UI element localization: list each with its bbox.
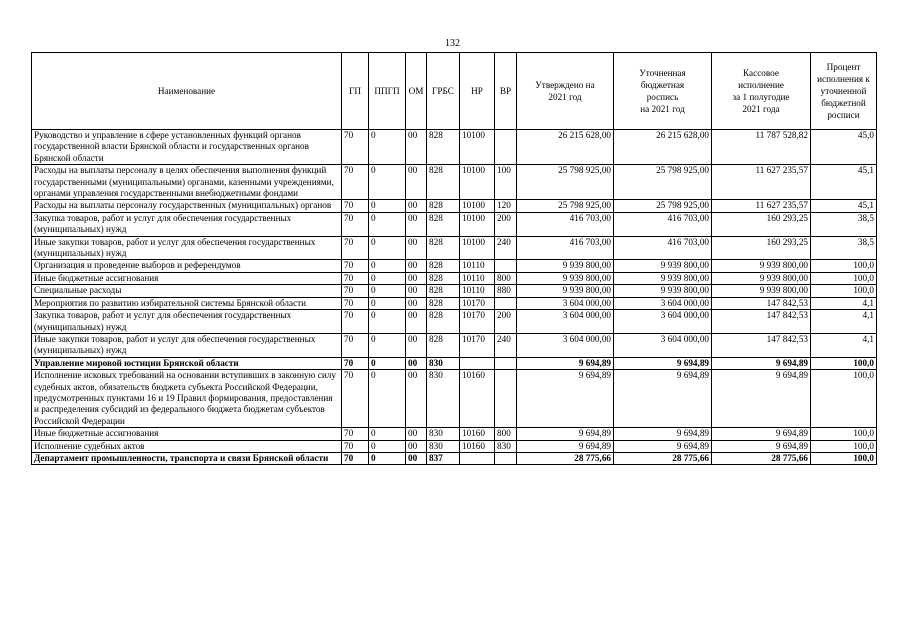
cell-name: Руководство и управление в сфере установленных функций органов государственной власти Брянской области и государственных органов Брянской области bbox=[32, 130, 342, 165]
cell-om: 00 bbox=[406, 310, 427, 334]
table-row bbox=[32, 200, 877, 212]
header-ppgp: ППГП bbox=[369, 53, 406, 130]
table-row bbox=[32, 310, 877, 334]
cell-percent: 45,1 bbox=[811, 165, 877, 200]
cell-updated: 9 694,89 bbox=[614, 428, 712, 440]
cell-name: Специальные расходы bbox=[32, 285, 342, 297]
cell-grbs: 830 bbox=[427, 440, 460, 452]
cell-approved: 3 604 000,00 bbox=[517, 333, 614, 357]
cell-ppgp: 0 bbox=[369, 285, 406, 297]
cell-grbs: 828 bbox=[427, 297, 460, 309]
cell-percent: 45,1 bbox=[811, 200, 877, 212]
cell-gp: 70 bbox=[342, 285, 369, 297]
cell-gp: 70 bbox=[342, 333, 369, 357]
cell-ppgp: 0 bbox=[369, 440, 406, 452]
table-row bbox=[32, 357, 877, 369]
cell-vr: 800 bbox=[495, 428, 517, 440]
cell-gp: 70 bbox=[342, 452, 369, 464]
cell-updated: 9 939 800,00 bbox=[614, 260, 712, 272]
cell-ppgp: 0 bbox=[369, 236, 406, 260]
cell-om: 00 bbox=[406, 200, 427, 212]
cell-ppgp: 0 bbox=[369, 310, 406, 334]
cell-cash: 11 787 528,82 bbox=[712, 130, 811, 165]
cell-grbs: 830 bbox=[427, 370, 460, 428]
cell-gp: 70 bbox=[342, 297, 369, 309]
header-approved: Утверждено на 2021 год bbox=[517, 53, 614, 130]
cell-om: 00 bbox=[406, 260, 427, 272]
header-updated: Уточненная бюджетная роспись на 2021 год bbox=[614, 53, 712, 130]
cell-vr bbox=[495, 357, 517, 369]
cell-vr: 240 bbox=[495, 333, 517, 357]
cell-gp: 70 bbox=[342, 236, 369, 260]
cell-np: 10110 bbox=[460, 272, 495, 284]
cell-name: Управление мировой юстиции Брянской области bbox=[32, 357, 342, 369]
cell-grbs: 828 bbox=[427, 200, 460, 212]
cell-ppgp: 0 bbox=[369, 130, 406, 165]
cell-name: Исполнение исковых требований на основании вступивших в законную силу судебных актов, обязательств бюджета субъекта Российской Федерации, предусмотренных пунктами 16 и 19 Правил формирования, предоставления и распределения субсидий из федерального бюджета бюджетам субъектов Российской Федерации bbox=[32, 370, 342, 428]
cell-grbs: 828 bbox=[427, 236, 460, 260]
cell-ppgp: 0 bbox=[369, 428, 406, 440]
cell-percent: 100,0 bbox=[811, 260, 877, 272]
cell-updated: 26 215 628,00 bbox=[614, 130, 712, 165]
header-np: НР bbox=[460, 53, 495, 130]
cell-om: 00 bbox=[406, 370, 427, 428]
cell-np: 10100 bbox=[460, 130, 495, 165]
cell-grbs: 828 bbox=[427, 260, 460, 272]
cell-ppgp: 0 bbox=[369, 452, 406, 464]
cell-ppgp: 0 bbox=[369, 297, 406, 309]
cell-updated: 9 694,89 bbox=[614, 357, 712, 369]
cell-updated: 25 798 925,00 bbox=[614, 200, 712, 212]
cell-om: 00 bbox=[406, 272, 427, 284]
cell-cash: 11 627 235,57 bbox=[712, 165, 811, 200]
cell-np: 10160 bbox=[460, 370, 495, 428]
cell-percent: 100,0 bbox=[811, 452, 877, 464]
cell-grbs: 828 bbox=[427, 272, 460, 284]
cell-percent: 4,1 bbox=[811, 333, 877, 357]
cell-percent: 4,1 bbox=[811, 310, 877, 334]
cell-om: 00 bbox=[406, 285, 427, 297]
cell-om: 00 bbox=[406, 130, 427, 165]
cell-vr: 100 bbox=[495, 165, 517, 200]
cell-om: 00 bbox=[406, 297, 427, 309]
cell-updated: 416 703,00 bbox=[614, 236, 712, 260]
cell-name: Иные бюджетные ассигнования bbox=[32, 272, 342, 284]
cell-gp: 70 bbox=[342, 428, 369, 440]
cell-cash: 147 842,53 bbox=[712, 297, 811, 309]
cell-cash: 9 939 800,00 bbox=[712, 285, 811, 297]
cell-om: 00 bbox=[406, 165, 427, 200]
cell-om: 00 bbox=[406, 333, 427, 357]
cell-gp: 70 bbox=[342, 310, 369, 334]
cell-grbs: 828 bbox=[427, 130, 460, 165]
cell-ppgp: 0 bbox=[369, 370, 406, 428]
cell-vr bbox=[495, 370, 517, 428]
cell-vr: 120 bbox=[495, 200, 517, 212]
cell-name: Иные закупки товаров, работ и услуг для обеспечения государственных (муниципальных) нужд bbox=[32, 333, 342, 357]
cell-percent: 100,0 bbox=[811, 357, 877, 369]
cell-np: 10160 bbox=[460, 440, 495, 452]
cell-om: 00 bbox=[406, 452, 427, 464]
cell-approved: 416 703,00 bbox=[517, 212, 614, 236]
cell-om: 00 bbox=[406, 440, 427, 452]
table-row bbox=[32, 236, 877, 260]
cell-cash: 9 694,89 bbox=[712, 440, 811, 452]
table-row bbox=[32, 212, 877, 236]
cell-om: 00 bbox=[406, 236, 427, 260]
cell-grbs: 828 bbox=[427, 212, 460, 236]
cell-name: Исполнение судебных актов bbox=[32, 440, 342, 452]
table-row bbox=[32, 333, 877, 357]
cell-name: Иные бюджетные ассигнования bbox=[32, 428, 342, 440]
cell-approved: 3 604 000,00 bbox=[517, 310, 614, 334]
header-vr: ВР bbox=[495, 53, 517, 130]
cell-gp: 70 bbox=[342, 370, 369, 428]
cell-grbs: 828 bbox=[427, 165, 460, 200]
cell-ppgp: 0 bbox=[369, 333, 406, 357]
cell-approved: 9 694,89 bbox=[517, 440, 614, 452]
cell-vr: 880 bbox=[495, 285, 517, 297]
cell-om: 00 bbox=[406, 212, 427, 236]
cell-percent: 100,0 bbox=[811, 370, 877, 428]
cell-gp: 70 bbox=[342, 165, 369, 200]
cell-np: 10160 bbox=[460, 428, 495, 440]
table-row bbox=[32, 428, 877, 440]
cell-np: 10170 bbox=[460, 297, 495, 309]
cell-cash: 28 775,66 bbox=[712, 452, 811, 464]
header-percent: Процент исполнения к уточненной бюджетной росписи bbox=[811, 53, 877, 130]
cell-np: 10100 bbox=[460, 200, 495, 212]
cell-approved: 9 694,89 bbox=[517, 428, 614, 440]
cell-name: Мероприятия по развитию избирательной системы Брянской области bbox=[32, 297, 342, 309]
cell-vr: 830 bbox=[495, 440, 517, 452]
cell-approved: 25 798 925,00 bbox=[517, 165, 614, 200]
cell-gp: 70 bbox=[342, 440, 369, 452]
cell-gp: 70 bbox=[342, 212, 369, 236]
cell-cash: 9 694,89 bbox=[712, 357, 811, 369]
table-row bbox=[32, 370, 877, 428]
cell-updated: 25 798 925,00 bbox=[614, 165, 712, 200]
cell-cash: 9 939 800,00 bbox=[712, 260, 811, 272]
page-number: 132 bbox=[445, 38, 460, 49]
cell-vr: 240 bbox=[495, 236, 517, 260]
cell-name: Департамент промышленности, транспорта и связи Брянской области bbox=[32, 452, 342, 464]
cell-name: Иные закупки товаров, работ и услуг для обеспечения государственных (муниципальных) нужд bbox=[32, 236, 342, 260]
cell-updated: 3 604 000,00 bbox=[614, 297, 712, 309]
cell-name: Расходы на выплаты персоналу государственных (муниципальных) органов bbox=[32, 200, 342, 212]
cell-grbs: 830 bbox=[427, 428, 460, 440]
cell-percent: 100,0 bbox=[811, 285, 877, 297]
cell-cash: 11 627 235,57 bbox=[712, 200, 811, 212]
cell-percent: 100,0 bbox=[811, 428, 877, 440]
cell-cash: 160 293,25 bbox=[712, 212, 811, 236]
header-name: Наименование bbox=[32, 53, 342, 130]
table-row bbox=[32, 297, 877, 309]
header-grbs: ГРБС bbox=[427, 53, 460, 130]
cell-gp: 70 bbox=[342, 260, 369, 272]
cell-np: 10170 bbox=[460, 333, 495, 357]
table-row bbox=[32, 165, 877, 200]
cell-name: Закупка товаров, работ и услуг для обеспечения государственных (муниципальных) нужд bbox=[32, 212, 342, 236]
cell-ppgp: 0 bbox=[369, 200, 406, 212]
cell-approved: 9 694,89 bbox=[517, 357, 614, 369]
cell-np: 10110 bbox=[460, 285, 495, 297]
cell-ppgp: 0 bbox=[369, 357, 406, 369]
cell-percent: 38,5 bbox=[811, 236, 877, 260]
cell-ppgp: 0 bbox=[369, 260, 406, 272]
cell-np: 10100 bbox=[460, 165, 495, 200]
cell-updated: 416 703,00 bbox=[614, 212, 712, 236]
cell-name: Закупка товаров, работ и услуг для обеспечения государственных (муниципальных) нужд bbox=[32, 310, 342, 334]
cell-approved: 28 775,66 bbox=[517, 452, 614, 464]
cell-approved: 9 939 800,00 bbox=[517, 272, 614, 284]
cell-approved: 3 604 000,00 bbox=[517, 297, 614, 309]
budget-execution-table bbox=[31, 52, 877, 465]
header-om: ОМ bbox=[406, 53, 427, 130]
cell-np: 10100 bbox=[460, 212, 495, 236]
cell-vr bbox=[495, 130, 517, 165]
cell-vr: 800 bbox=[495, 272, 517, 284]
cell-approved: 26 215 628,00 bbox=[517, 130, 614, 165]
cell-grbs: 828 bbox=[427, 310, 460, 334]
cell-updated: 9 939 800,00 bbox=[614, 272, 712, 284]
cell-percent: 100,0 bbox=[811, 440, 877, 452]
table-header-row bbox=[32, 53, 877, 130]
cell-gp: 70 bbox=[342, 200, 369, 212]
table-body bbox=[32, 130, 877, 465]
cell-grbs: 828 bbox=[427, 285, 460, 297]
cell-cash: 160 293,25 bbox=[712, 236, 811, 260]
cell-vr bbox=[495, 452, 517, 464]
cell-updated: 9 694,89 bbox=[614, 440, 712, 452]
cell-updated: 9 939 800,00 bbox=[614, 285, 712, 297]
cell-updated: 3 604 000,00 bbox=[614, 310, 712, 334]
cell-gp: 70 bbox=[342, 272, 369, 284]
header-gp: ГП bbox=[342, 53, 369, 130]
cell-grbs: 830 bbox=[427, 357, 460, 369]
cell-ppgp: 0 bbox=[369, 272, 406, 284]
cell-approved: 9 694,89 bbox=[517, 370, 614, 428]
cell-approved: 416 703,00 bbox=[517, 236, 614, 260]
cell-vr: 200 bbox=[495, 212, 517, 236]
table-row bbox=[32, 440, 877, 452]
cell-np: 10170 bbox=[460, 310, 495, 334]
cell-vr bbox=[495, 297, 517, 309]
table-row bbox=[32, 272, 877, 284]
cell-grbs: 837 bbox=[427, 452, 460, 464]
cell-grbs: 828 bbox=[427, 333, 460, 357]
cell-np: 10110 bbox=[460, 260, 495, 272]
cell-updated: 28 775,66 bbox=[614, 452, 712, 464]
cell-om: 00 bbox=[406, 357, 427, 369]
cell-om: 00 bbox=[406, 428, 427, 440]
cell-cash: 147 842,53 bbox=[712, 310, 811, 334]
table-row bbox=[32, 260, 877, 272]
cell-ppgp: 0 bbox=[369, 212, 406, 236]
cell-np bbox=[460, 452, 495, 464]
cell-updated: 9 694,89 bbox=[614, 370, 712, 428]
table-row bbox=[32, 452, 877, 464]
cell-np: 10100 bbox=[460, 236, 495, 260]
cell-percent: 45,0 bbox=[811, 130, 877, 165]
cell-name: Организация и проведение выборов и референдумов bbox=[32, 260, 342, 272]
cell-np bbox=[460, 357, 495, 369]
cell-vr: 200 bbox=[495, 310, 517, 334]
cell-gp: 70 bbox=[342, 357, 369, 369]
cell-percent: 4,1 bbox=[811, 297, 877, 309]
cell-cash: 9 694,89 bbox=[712, 370, 811, 428]
cell-approved: 9 939 800,00 bbox=[517, 285, 614, 297]
cell-gp: 70 bbox=[342, 130, 369, 165]
cell-updated: 3 604 000,00 bbox=[614, 333, 712, 357]
cell-percent: 100,0 bbox=[811, 272, 877, 284]
cell-cash: 9 694,89 bbox=[712, 428, 811, 440]
cell-ppgp: 0 bbox=[369, 165, 406, 200]
cell-percent: 38,5 bbox=[811, 212, 877, 236]
cell-cash: 147 842,53 bbox=[712, 333, 811, 357]
cell-name: Расходы на выплаты персоналу в целях обеспечения выполнения функций государственными (муниципальными) органами, казенными учреждениями, органами управления государственными внебюджетными фондами bbox=[32, 165, 342, 200]
table-row bbox=[32, 130, 877, 165]
header-cash: Кассовое исполнение за 1 полугодие 2021 года bbox=[712, 53, 811, 130]
cell-approved: 25 798 925,00 bbox=[517, 200, 614, 212]
cell-vr bbox=[495, 260, 517, 272]
cell-cash: 9 939 800,00 bbox=[712, 272, 811, 284]
cell-approved: 9 939 800,00 bbox=[517, 260, 614, 272]
table-row bbox=[32, 285, 877, 297]
